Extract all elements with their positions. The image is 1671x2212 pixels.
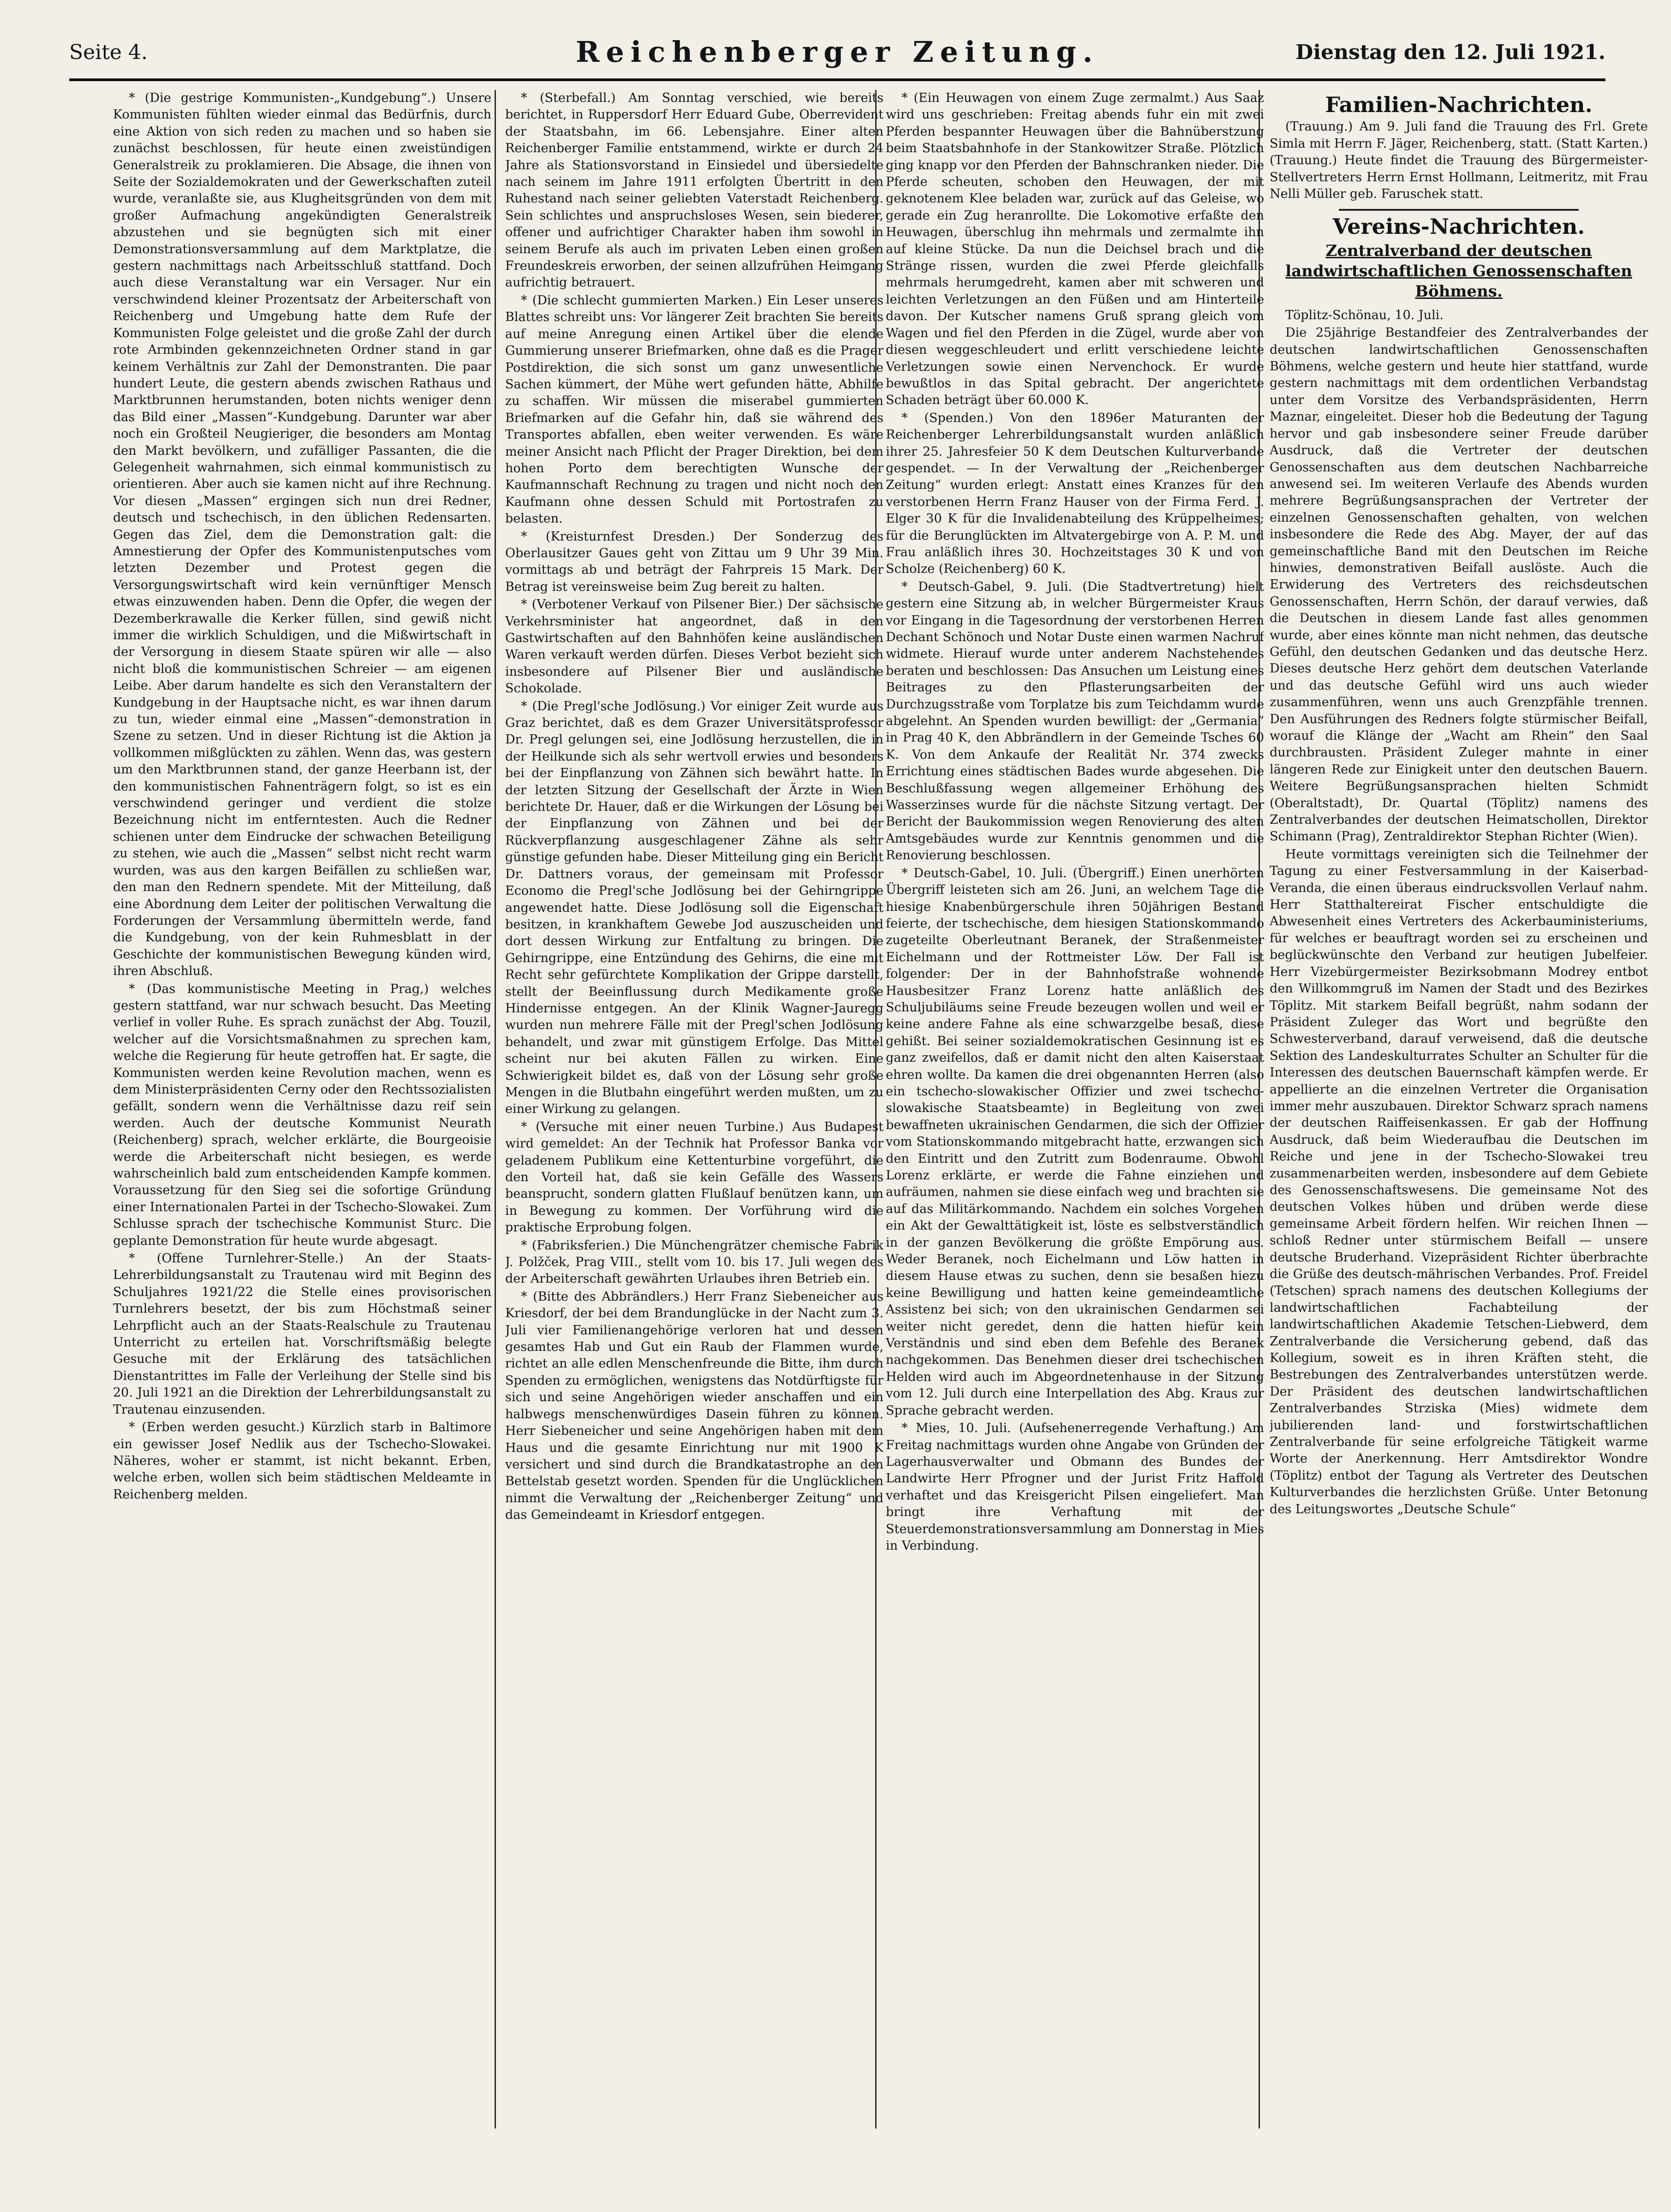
newspaper-title: Reichenberger Zeitung. [575,35,1099,69]
article-paragraph: Die 25jährige Bestandfeier des Zentralverbandes der deutschen landwirtschaftlichen Genossenschaften Böhmens, welche gestern und heute hier stattfand, wurde gestern nachmittags mit dem ordentlichen Verbandstag unter dem Vorsitze des Verbandspräsidenten, Herrn Maznar, eingeleitet. Dieser hob die Bedeutung der Tagung hervor und gab insbesondere seiner Freude darüber Ausdruck, daß die Vertreter der deutschen Genossenschaften aus dem deutschen Nachbarreiche anwesend sei. Im weiteren Verlaufe des Abends wurden mehrere Begrüßungsansprachen der Vertreter der einzelnen Genossenschaften gehalten, von welchen insbesondere die Rede des Abg. Mayer, der auf das gemeinschaftliche Band mit den Deutschen im Reiche hinwies, demonstrativen Beifall auslöste. Auch die Erwiderung des Vertreters des reichsdeutschen Genossenschaften, Herrn Schön, der darauf verwies, daß die Deutschen in diesem Lande fast alles genommen wurde, aber eines könnte man nicht nehmen, das deutsche Gefühl, den deutschen Gedanken und das deutsche Herz. Dieses deutsche Herz gehört dem deutschen Vaterlande und das deutsche Gefühl wird uns auch wieder zusammenführen, wenn uns auch Grenzpfähle trennen. Den Ausführungen des Redners folgte stürmischer Beifall, worauf die Klänge der „Wacht am Rhein“ den Saal durchbrausten. Präsident Zuleger mahnte in einer längeren Rede zur Einigkeit unter den deutschen Bauern. Weitere Begrüßungsansprachen hielten Schmidt (Oberaltstadt), Dr. Quartal (Töplitz) namens des Zentralverbandes der deutschen Heimatschollen, Direktor Schimann (Prag), Zentraldirektor Stephan Richter (Wien). [1270,326,1648,844]
article-paragraph: * (Fabriksferien.) Die Münchengrätzer chemische Fabrik J. Polžček, Prag VIII., stellt vom 10. bis 17. Juli wegen des der Arbeiterschaft gewährten Urlaubes ihren Betrieb ein. [505,1238,883,1286]
article-paragraph: Heute vormittags vereinigten sich die Teilnehmer der Tagung zu einer Festversammlung in der Kaiserbad-Veranda, die einen überaus eindrucksvollen Verlauf nahm. Herr Statthaltereirat Fischer entschuldigte die Abwesenheit eines Vertreters des Ackerbauministeriums, für welches er beauftragt worden sei zu erscheinen und beglückwünschte den Verband zur heutigen Jubelfeier. Herr Vizebürgermeister Bezirksobmann Modrey entbot den Willkommgruß im Namen der Stadt und des Bezirkes Töplitz. Mit starkem Beifall begrüßt, nahm sodann der Präsident Zuleger das Wort und begrüßte den Schwesterverband, darauf verweisend, daß die deutsche Sektion des Landeskulturrates Schulter an Schulter für die Interessen des deutschen Bauernschaft kämpfen werde. Er appellierte an die einzelnen Vertreter die Organisation immer mehr auszubauen. Direktor Schwarz sprach namens der deutschen Raiffeisenkassen. Er gab der Hoffnung Ausdruck, daß beim Wiederaufbau die Deutschen im Reiche und jene in der Tschecho-Slowakei treu zusammenarbeiten werden, insbesondere auf dem Gebiete des Genossenschaftswesens. Die gemeinsame Not des deutschen Volkes hüben und drüben werde diese gemeinsame Arbeit fördern helfen. Wir reichen Ihnen — schloß Redner unter stürmischem Beifall — unsere deutsche Bruderhand. Vizepräsident Richter überbrachte die Grüße des deutsch-mährischen Verbandes. Prof. Freidel (Tetschen) sprach namens des deutschen Kollegiums der landwirtschaftlichen Fachabteilung der landwirtschaftlichen Akademie Tetschen-Liebwerd, dem Zentralverbande die Versicherung gebend, daß das Kollegium, soweit es in ihren Kräften steht, die Bestrebungen des Zentralverbandes unterstützen werde. Der Präsident des deutschen landwirtschaftlichen Zentralverbandes Strziska (Mies) widmete dem jubilierenden land- und forstwirtschaftlichen Zentralverbande für seine erfolgreiche Tätigkeit warme Worte der Anerkennung. Herr Amtsdirektor Wondre (Töplitz) entbot der Tagung als Vertreter des Deutschen Kulturverbandes die herzlichsten Grüße. Unter Betonung des Leitungswortes „Deutsche Schule“ [1270,847,1648,1516]
section-divider [1339,209,1579,211]
issue-date: Dienstag den 12. Juli 1921. [1295,41,1605,64]
article-paragraph: Töplitz-Schönau, 10. Juli. [1285,308,1444,322]
page-header [69,28,1605,81]
column-2 [505,90,883,2129]
column-1 [113,90,491,2129]
column-3 [886,90,1264,2129]
article-paragraph: * (Die Pregl'sche Jodlösung.) Vor einiger Zeit wurde aus Graz berichtet, daß es dem Grazer Universitätsprofessor Dr. Pregl gelungen sei, eine Jodlösung herzustellen, die in der Heilkunde sich als sehr wertvoll erwies und besonders bei der Einpflanzung von Zähnen sich bewährt hatte. In der letzten Sitzung der Gesellschaft der Ärzte in Wien berichtete Dr. Hauer, daß er die Wirkungen der Lösung bei der Einpflanzung von Zähnen und bei der Rückverpflanzung ausgeschlagener Zähne als sehr günstige gefunden habe. Dieser Mitteilung ging ein Bericht Dr. Dattners voraus, der gemeinsam mit Professor Economo die Pregl'sche Jodlösung bei der Gehirngrippe angewendet hatte. Diese Jodlösung soll die Eigenschaft besitzen, in krankhaftem Gewebe Jod auszuscheiden und dort dessen Wirkung zur Entfaltung zu bringen. Die Gehirngrippe, eine Entzündung des Gehirns, die eine mit Recht sehr gefürchtete Komplikation der Grippe darstellt, stellt der Beeinflussung durch Medikamente große Hindernisse entgegen. An der Klinik Wagner-Jauregg wurden nun mehrere Fälle mit der Pregl'schen Jodlösung behandelt, und zwar mit günstigem Erfolge. Das Mittel scheint nur bei akuten Fällen zu wirken. Eine Schwierigkeit bildet es, daß von der Lösung sehr große Mengen in die Blutbahn eingeführt werden mußten, um zu einer Wirkung zu gelangen. [505,699,883,1117]
article-paragraph: * (Das kommunistische Meeting in Prag,) welches gestern stattfand, war nur schwach besucht. Das Meeting verlief in voller Ruhe. Es sprach zunächst der Abg. Touzil, welcher auf die Vorsichtsmaßnahmen zu sprechen kam, welche die Regierung für heute getroffen hat. Er sagte, die Kommunisten werden keine Revolution machen, wenn es dem Ministerpräsidenten Cerny oder den Rechtssozialisten gefällt, sondern wenn die Verhältnisse dazu reif sein werden. Auch der deutsche Kommunist Neurath (Reichenberg) sprach, welcher erklärte, die Bourgeoisie werde die Arbeiterschaft nicht besiegen, es werde wahrscheinlich bald zum entscheidenden Kampfe kommen. Voraussetzung für den Sieg sei die sofortige Gründung einer Internationalen Partei in der Tschecho-Slowakei. Zum Schlusse sprach der tschechische Kommunist Sturc. Die geplante Demonstration für heute wurde abgesagt. [113,981,491,1248]
article-paragraph: * Deutsch-Gabel, 9. Juli. (Die Stadtvertretung) hielt gestern eine Sitzung ab, in welcher Bürgermeister Kraus vor Eingang in die Tagesordnung der verstorbenen Herren Dechant Schönoch und Notar Duste einen warmen Nachruf widmete. Hierauf wurde unter anderem Nachstehendes beraten und beschlossen: Das Ansuchen um Leistung eines Beitrages zu den Pflasterungsarbeiten der Durchzugsstraße vom Torplatze bis zum Teichdamm wurde abgelehnt. An Spenden wurden bewilligt: der „Germania“ in Prag 40 K, den Abbrändlern in der Gemeinde Tsches 60 K. Von dem Ankaufe der Realität Nr. 374 zwecks Errichtung eines städtischen Bades wurde abgesehen. Die Beschlußfassung wegen allgemeiner Erhöhung des Wasserzinses wurde für die nächste Sitzung vertagt. Der Bericht der Baukommission wegen Renovierung des alten Amtsgebäudes wurde zur Kenntnis genommen und die Renovierung beschlossen. [886,579,1264,863]
article-paragraph: * (Sterbefall.) Am Sonntag verschied, wie bereits berichtet, in Ruppersdorf Herr Eduard Gube, Oberrevident der Staatsbahn, im 66. Lebensjahre. Einer alten Reichenberger Familie entstammend, wirkte er durch 24 Jahre als Stationsvorstand in Einsiedel und übersiedelte nach seinem im Jahre 1911 erfolgten Übertritt in den Ruhestand nach seiner geliebten Vaterstadt Reichenberg. Sein schlichtes und anspruchsloses Wesen, sein biederer, offener und aufrichtiger Charakter haben ihm sowohl in seinem Berufe als auch im privaten Leben einen großen Freundeskreis erworben, der seinen allzufrühen Heimgang aufrichtig betrauert. [505,91,883,290]
article-paragraph: * (Ein Heuwagen von einem Zuge zermalmt.) Aus Saaz wird uns geschrieben: Freitag abends fuhr ein mit zwei Pferden bespannter Heuwagen über die Bahnüberstzung beim Staatsbahnhofe in der Stankowitzer Straße. Plötzlich ging knapp vor den Pferden der Bahnschranken nieder. Die Pferde scheuten, schoben den Heuwagen, der mit geknotenem Klee beladen war, zurück auf das Geleise, wo gerade ein Zug heranrollte. Die Lokomotive erfaßte den Heuwagen, überschlug ihn mehrmals und zermalmte ihn auf kleine Stücke. Da nun die Deichsel brach und die Stränge rissen, wurden die zwei Pferde gleichfalls mehrmals herumgedreht, kamen aber mit schweren und leichten Verletzungen an den Füßen und am Hinterteile davon. Der Kutscher namens Gruß sprang gleich vom Wagen und fiel den Pferden in die Zügel, wurde aber von diesen weggeschleudert und erlitt verschiedene leichte Verletzungen sowie einen Nervenchock. Er wurde bewußtlos in das Spital gebracht. Der angerichtete Schaden beträgt über 60.000 K. [886,91,1264,408]
article-paragraph: * (Die schlecht gummierten Marken.) Ein Leser unseres Blattes schreibt uns: Vor längerer Zeit brachten Sie bereits auf meine Anregung einen Artikel über die elende Gummierung unserer Briefmarken, ohne daß es die Prager Postdirektion, die sich sonst um ganz unwesentliche Sachen kümmert, der Mühe wert gefunden hätte, Abhilfe zu schaffen. Wir müssen die miserabel gummierten Briefmarken auf die Gefahr hin, daß sie während des Transportes abfallen, eben weiter verwenden. Es wäre meiner Ansicht nach Pflicht der Prager Direktion, bei dem hohen Porto dem berechtigten Wunsche der Kaufmannschaft Rechnung zu tragen und nicht noch den Kaufmann ohne dessen Schuld mit Portostrafen zu belasten. [505,293,883,526]
article-paragraph: * (Bitte des Abbrändlers.) Herr Franz Siebeneicher aus Kriesdorf, der bei dem Brandunglücke in der Nacht zum 3. Juli vier Familienangehörige verloren hat und dessen gesamtes Hab und Gut ein Raub der Flammen wurde, richtet an alle edlen Menschenfreunde die Bitte, ihm durch Spenden zu ermöglichen, wenigstens das Notdürftigste für sich und seine Angehörigen wieder anschaffen und ein halbwegs menschenwürdiges Dasein führen zu können. Herr Siebeneicher und seine Angehörigen haben mit dem Haus und die gesamte Einrichtung nur mit 1900 K versichert und sind durch die Brandkatastrophe an den Bettelstab gesetzt worden. Spenden für die Unglücklichen nimmt die Verwaltung der „Reichenberger Zeitung“ und das Gemeindeamt in Kriesdorf entgegen. [505,1289,883,1522]
article-paragraph: * (Versuche mit einer neuen Turbine.) Aus Budapest wird gemeldet: An der Technik hat Professor Banka vor geladenem Publikum eine Kettenturbine vorgeführt, die den Vorteil hat, daß sie kein Gefälle des Wassers beansprucht, sondern glatten Flußlauf benützen kann, um in Bewegung zu kommen. Der Vorführung wird die praktische Erprobung folgen. [505,1119,883,1235]
article-paragraph: * Mies, 10. Juli. (Aufsehenerregende Verhaftung.) Am Freitag nachmittags wurden ohne Angabe von Gründen der Lagerhausverwalter und Obmann des Bundes der Landwirte Herr Pfrogner und der Jurist Fritz Haffold verhaftet und das Kreisgericht Pilsen eingeliefert. Man bringt ihre Verhaftung mit der Steuerdemonstrationsversammlung am Donnerstag in Mies in Verbindung. [886,1421,1264,1553]
article-paragraph: * (Kreisturnfest Dresden.) Der Sonderzug des Oberlausitzer Gaues geht von Zittau um 9 Uhr 39 Min. vormittags ab und beträgt der Fahrpreis 15 Mark. Der Betrag ist vereinsweise beim Zug bereit zu halten. [505,529,883,594]
article-paragraph: * Deutsch-Gabel, 10. Juli. (Übergriff.) Einen unerhörten Übergriff leisteten sich am 26. Juni, an welchem Tage die hiesige Knabenbürgerschule ihren 50jährigen Bestand feierte, der tschechische, dem hiesigen Stationskommando zugeteilte Oberleutnant Beranek, der Straßenmeister Eichelmann und der Rottmeister Löw. Der Fall ist folgender: Der in der Bahnhofstraße wohnende Hausbesitzer Franz Lorenz hatte anläßlich des Schuljubiläums seine Freude bezeugen wollen und weil er keine andere Fahne als eine schwarzgelbe besaß, diese gehißt. Bei seiner sozialdemokratischen Gesinnung ist es ganz zweifellos, daß er damit nicht den alten Kaiserstaat ehren wollte. Da kamen die drei obgenannten Herren (also ein tschecho-slowakischer Offizier und zwei tschecho-slowakische Staatsbeamte) in Begleitung von zwei bewaffneten ukrainischen Gendarmen, die sich der Offizier vom Stationskommando mitgebracht hatte, erzwangen sich den Eintritt und den Zutritt zum Bodenraume. Obwohl Lorenz erklärte, er werde die Fahne einziehen und aufräumen, nahmen sie diese einfach weg und brachten sie auf das Militärkommando. Nachdem ein solches Vorgehen ein Akt der Gewalttätigkeit ist, löste es selbstverständlich in der ganzen Bevölkerung die größte Empörung aus. Weder Beranek, noch Eichelmann und Löw hatten in diesem Hause etwas zu suchen, denn sie besaßen hiezu keine Bewilligung und hatten keine gemeindeamtliche Assistenz bei sich; von den ukrainischen Gendarmen sei weiter nicht geredet, denn die hatten hiefür kein Verständnis und sind eben dem Befehle des Beranek nachgekommen. Das Benehmen dieser drei tschechischen Helden wird auch im Abgeordnetenhause in der Sitzung vom 12. Juli durch eine Interpellation des Abg. Kraus zur Sprache gebracht werden. [886,866,1264,1418]
column-rule [495,90,496,2129]
section-heading: Vereins-Nachrichten. [1332,214,1585,239]
article-headline: Zentralverband der deutschen landwirtschaftlichen Genossenschaften Böhmens. [1285,241,1632,301]
article-paragraph: * (Erben werden gesucht.) Kürzlich starb in Baltimore ein gewisser Josef Nedlik aus der Tschecho-Slowakei. Näheres, woher er stammt, ist nicht bekannt. Erben, welche erben, wollen sich beim städtischen Meldeamte in Reichenberg melden. [113,1420,491,1502]
page-number: Seite 4. [69,41,148,64]
column-4 [1270,90,1648,2129]
article-paragraph: * (Verbotener Verkauf von Pilsener Bier.) Der sächsische Verkehrsminister hat angeordnet, daß in den Gastwirtschaften auf den Bahnhöfen keine ausländischen Waren verkauft werden dürfen. Dieses Verbot bezieht sich insbesondere auf Pilsener Bier und ausländische Schokolade. [505,597,883,696]
article-paragraph: * (Offene Turnlehrer-Stelle.) An der Staats-Lehrerbildungsanstalt zu Trautenau wird mit Beginn des Schuljahres 1921/22 die Stelle eines provisorischen Turnlehrers besetzt, der bis zum Höchstmaß seiner Lehrpflicht auch an der Staats-Realschule zu Trautenau Unterricht zu erteilen hat. Vorschriftsmäßig belegte Gesuche mit der Erklärung des tatsächlichen Dienstantrittes im Falle der Verleihung der Stelle sind bis 20. Juli 1921 an die Direktion der Lehrerbildungsanstalt zu Trautenau einzusenden. [113,1251,491,1417]
article-paragraph: * (Spenden.) Von den 1896er Maturanten der Reichenberger Lehrerbildungsanstalt wurden anläßlich ihrer 25. Jahresfeier 50 K dem Deutschen Kulturverbande gespendet. — In der Verwaltung der „Reichenberger Zeitung“ wurden erlegt: Anstatt eines Kranzes für den verstorbenen Herrn Franz Hauser von der Firma Ferd. J. Elger 30 K für die Invalidenabteilung des Krüppelheimes; für die Berunglückten im Altvatergebirge von A. P. M. und Frau anläßlich ihres 30. Hochzeitstages 30 K und von Scholze (Reichenberg) 60 K. [886,410,1264,577]
article-paragraph: * (Die gestrige Kommunisten-„Kundgebung“.) Unsere Kommunisten fühlten wieder einmal das Bedürfnis, durch eine Aktion von sich reden zu machen und so haben sie zunächst beschlossen, für heute einen zweistündigen Generalstreik zu proklamieren. Die Absage, die ihnen von Seite der Sozialdemokraten und der Gewerkschaften zuteil wurde, veranlaßte sie, aus Klugheitsgründen von dem mit großer Aufmachung angekündigten Generalstreik abzustehen und sie begnügten sich mit einer Demonstrationsversammlung auf dem Marktplatze, die gestern nachmittags nach Arbeitsschluß stattfand. Doch auch diese Veranstaltung war ein Versager. Nur ein verschwindend kleiner Prozentsatz der Arbeiterschaft von Reichenberg und Umgebung hatte dem Rufe der Kommunisten Folge geleistet und die große Zahl der durch rote Armbinden gekennzeichneten Ordner stand in gar keinem Verhältnis zur Zahl der Demonstranten. Die paar hundert Leute, die gestern abends zwischen Rathaus und Marktbrunnen herumstanden, boten nichts weniger denn das Bild einer „Massen“-Kundgebung. Darunter war aber noch ein Großteil Neugieriger, die besonders am Montag den Markt bevölkern, und zufälliger Passanten, die die Gelegenheit wahrnahmen, sich einmal kommunistisch zu orientieren. Aber auch sie kamen nicht auf ihre Rechnung. Vor diesen „Massen“ ergingen sich nun drei Redner, deutsch und tschechisch, in den üblichen Redensarten. Gegen das Ziel, dem die Demonstration galt: die Amnestierung der Opfer des Kommunistenputsches vom letzten Dezember und Protest gegen die Versorgungswirtschaft wird kein vernünftiger Mensch etwas einzuwenden haben. Denn die Opfer, die wegen der Dezemberkrawalle die Kerker füllen, sind gewiß nicht immer die wirklich Schuldigen, und die Mißwirtschaft in der Versorgung in diesem Staate spüren wir alle — also nicht bloß die kommunistischen Schreier — am eigenen Leibe. Aber darum handelte es sich den Veranstaltern der Kundgebung in der Hauptsache nicht, es war ihnen darum zu tun, wieder einmal eine „Massen“-demonstration in Szene zu setzen. Und in dieser Richtung ist die Aktion ja vollkommen mißglückten zu zählen. Wenn das, was gestern um den Marktbrunnen stand, der ganze Heerbann ist, der den kommunistischen Fahnenträgern folgt, so ist es ein verschwindend geringer und verdient die stolze Bezeichnung nicht im entferntesten. Auch die Redner schienen unter dem Eindrucke der schwachen Beteiligung zu stehen, wie auch die „Massen“ selbst nicht recht warm wurden, was aus den kargen Beifällen zu schließen war, den man den Rednern spendete. Mit der Mitteilung, daß eine Abordnung dem Leiter der politischen Verwaltung die Forderungen der Versammlung übermitteln werde, fand die Kundgebung, von der kein Ruhmesblatt in der Geschichte der kommunistischen Bewegung künden wird, ihren Abschluß. [113,91,491,979]
article-paragraph: (Trauung.) Am 9. Juli fand die Trauung des Frl. Grete Simla mit Herrn F. Jäger, Reichenberg, statt. (Statt Karten.) (Trauung.) Heute findet die Trauung des Bürgermeister-Stellvertreters Herrn Ernst Hollmann, Leitmeritz, mit Frau Nelli Müller geb. Faruschek statt. [1270,119,1648,202]
section-heading: Familien-Nachrichten. [1325,92,1593,117]
